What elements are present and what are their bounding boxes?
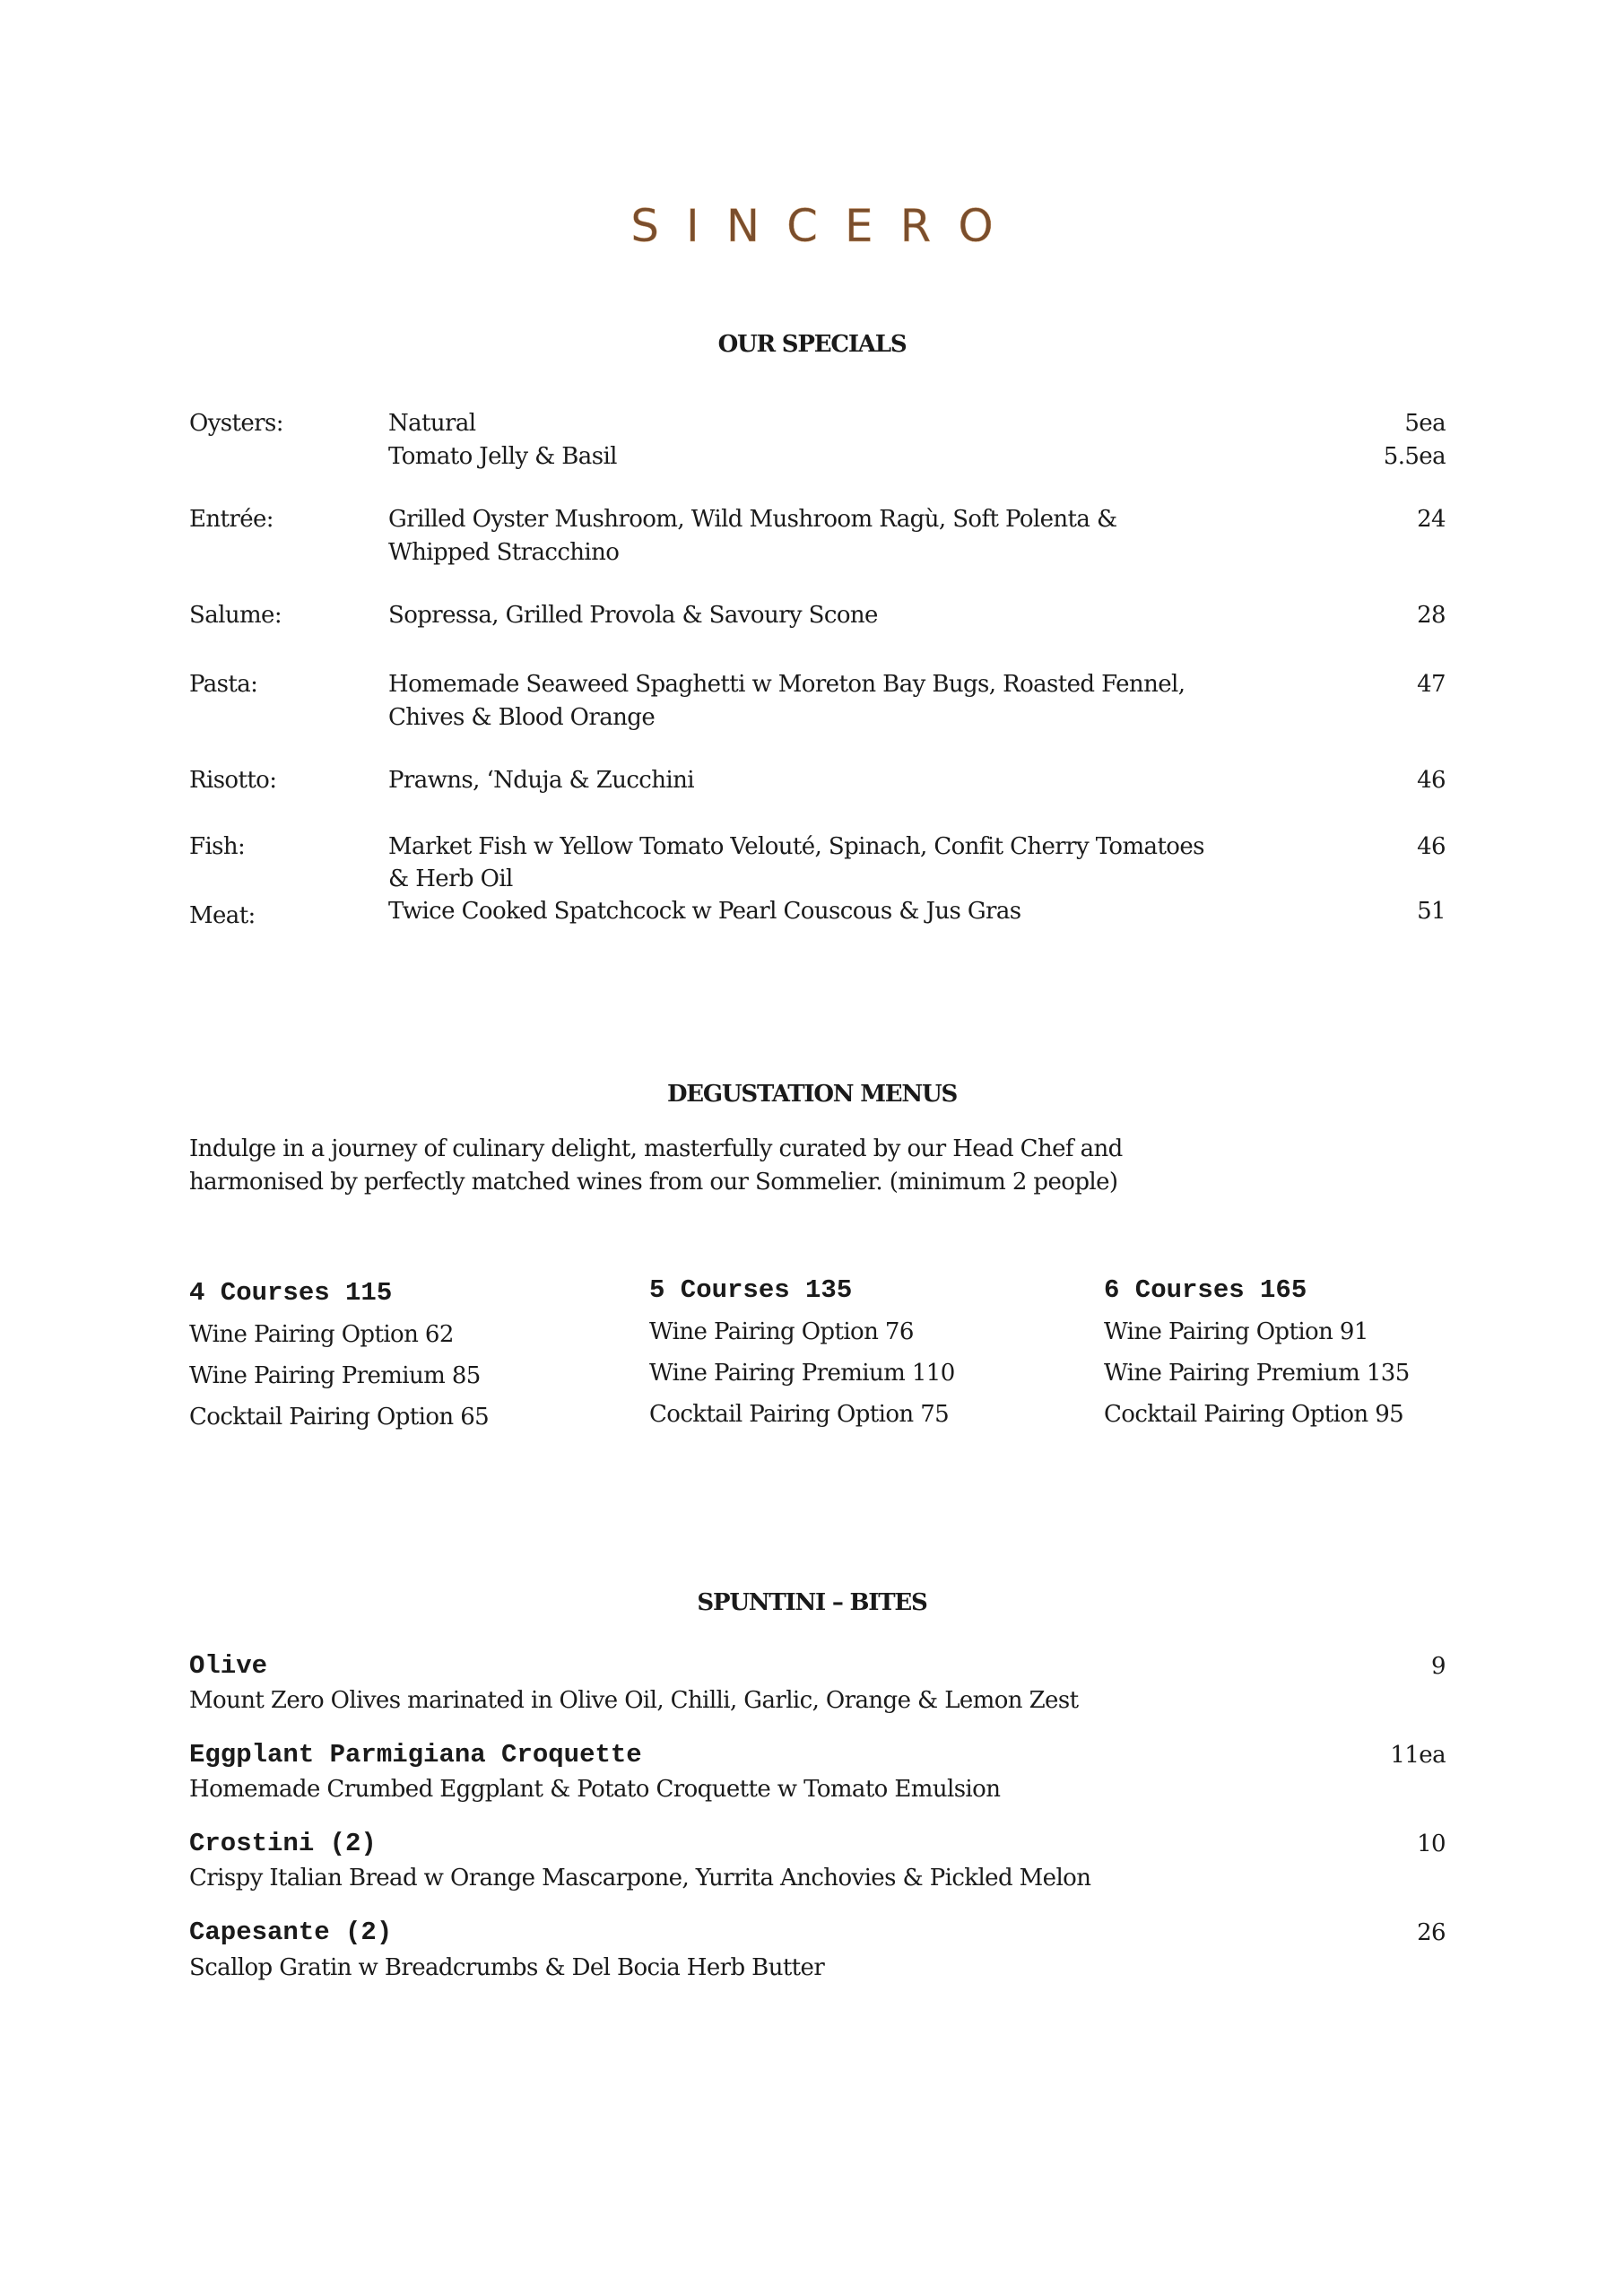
menu-option: Wine Pairing Premium 85: [189, 1362, 481, 1389]
menu-option: Cocktail Pairing Option 75: [649, 1401, 950, 1428]
item-price: 24: [1417, 506, 1446, 533]
item-description: Scallop Gratin w Breadcrumbs & Del Bocia Herb Butter: [189, 1954, 825, 1981]
menu-option: Cocktail Pairing Option 65: [189, 1404, 490, 1431]
item-price: 5.5ea: [1383, 443, 1446, 470]
menu-option: Cocktail Pairing Option 95: [1104, 1401, 1404, 1428]
item-description: Mount Zero Olives marinated in Olive Oil, Chilli, Garlic, Orange & Lemon Zest: [189, 1687, 1079, 1714]
item-price: 5ea: [1404, 410, 1446, 437]
specials-title: OUR SPECIALS: [717, 331, 907, 358]
item-price: 46: [1417, 767, 1446, 794]
item-label: Pasta:: [189, 671, 258, 698]
item-name: Capesante (2): [189, 1918, 393, 1947]
item-description: Prawns, ‘Nduja & Zucchini: [388, 767, 694, 794]
item-label: Fish:: [189, 833, 246, 860]
item-description: Twice Cooked Spatchcock w Pearl Couscous & Jus Gras: [388, 898, 1021, 925]
item-price: 11ea: [1390, 1742, 1446, 1769]
menu-heading: 4 Courses 115: [189, 1278, 393, 1308]
item-name: Crostini (2): [189, 1829, 377, 1858]
item-label: Meat:: [189, 902, 256, 929]
item-price: 47: [1417, 671, 1446, 698]
item-description: Natural: [388, 410, 476, 437]
item-label: Salume:: [189, 602, 282, 629]
menu-option: Wine Pairing Premium 135: [1104, 1360, 1410, 1387]
item-description: Sopressa, Grilled Provola & Savoury Scone: [388, 602, 878, 629]
item-description: & Herb Oil: [388, 865, 513, 892]
menu-option: Wine Pairing Option 62: [189, 1321, 454, 1348]
menu-heading: 6 Courses 165: [1104, 1275, 1307, 1305]
degustation-intro-line: harmonised by perfectly matched wines from our Sommelier. (minimum 2 people): [189, 1169, 1118, 1196]
menu-option: Wine Pairing Option 76: [649, 1318, 914, 1345]
item-name: Eggplant Parmigiana Croquette: [189, 1740, 642, 1770]
item-name: Olive: [189, 1651, 268, 1681]
item-description: Crispy Italian Bread w Orange Mascarpone, Yurrita Anchovies & Pickled Melon: [189, 1865, 1091, 1892]
item-price: 51: [1417, 898, 1446, 925]
menu-option: Wine Pairing Option 91: [1104, 1318, 1368, 1345]
item-price: 9: [1431, 1653, 1446, 1680]
item-label: Risotto:: [189, 767, 277, 794]
item-price: 46: [1417, 833, 1446, 860]
item-price: 10: [1417, 1831, 1446, 1857]
menu-option: Wine Pairing Premium 110: [649, 1360, 955, 1387]
spuntini-title: SPUNTINI – BITES: [697, 1589, 927, 1616]
item-price: 26: [1417, 1919, 1446, 1946]
item-description: Homemade Seaweed Spaghetti w Moreton Bay Bugs, Roasted Fennel,: [388, 671, 1185, 698]
item-label: Oysters:: [189, 410, 283, 437]
item-description: Homemade Crumbed Eggplant & Potato Croquette w Tomato Emulsion: [189, 1776, 1001, 1803]
degustation-intro-line: Indulge in a journey of culinary delight, masterfully curated by our Head Chef and: [189, 1135, 1123, 1162]
item-description: Chives & Blood Orange: [388, 704, 656, 731]
brand-logo: SINCERO: [630, 200, 1020, 252]
item-description: Market Fish w Yellow Tomato Velouté, Spinach, Confit Cherry Tomatoes: [388, 833, 1204, 860]
item-description: Whipped Stracchino: [388, 539, 620, 566]
menu-heading: 5 Courses 135: [649, 1275, 853, 1305]
item-description: Tomato Jelly & Basil: [388, 443, 617, 470]
item-description: Grilled Oyster Mushroom, Wild Mushroom Ragù, Soft Polenta &: [388, 506, 1117, 533]
degustation-title: DEGUSTATION MENUS: [666, 1081, 958, 1108]
item-label: Entrée:: [189, 506, 274, 533]
item-price: 28: [1417, 602, 1446, 629]
